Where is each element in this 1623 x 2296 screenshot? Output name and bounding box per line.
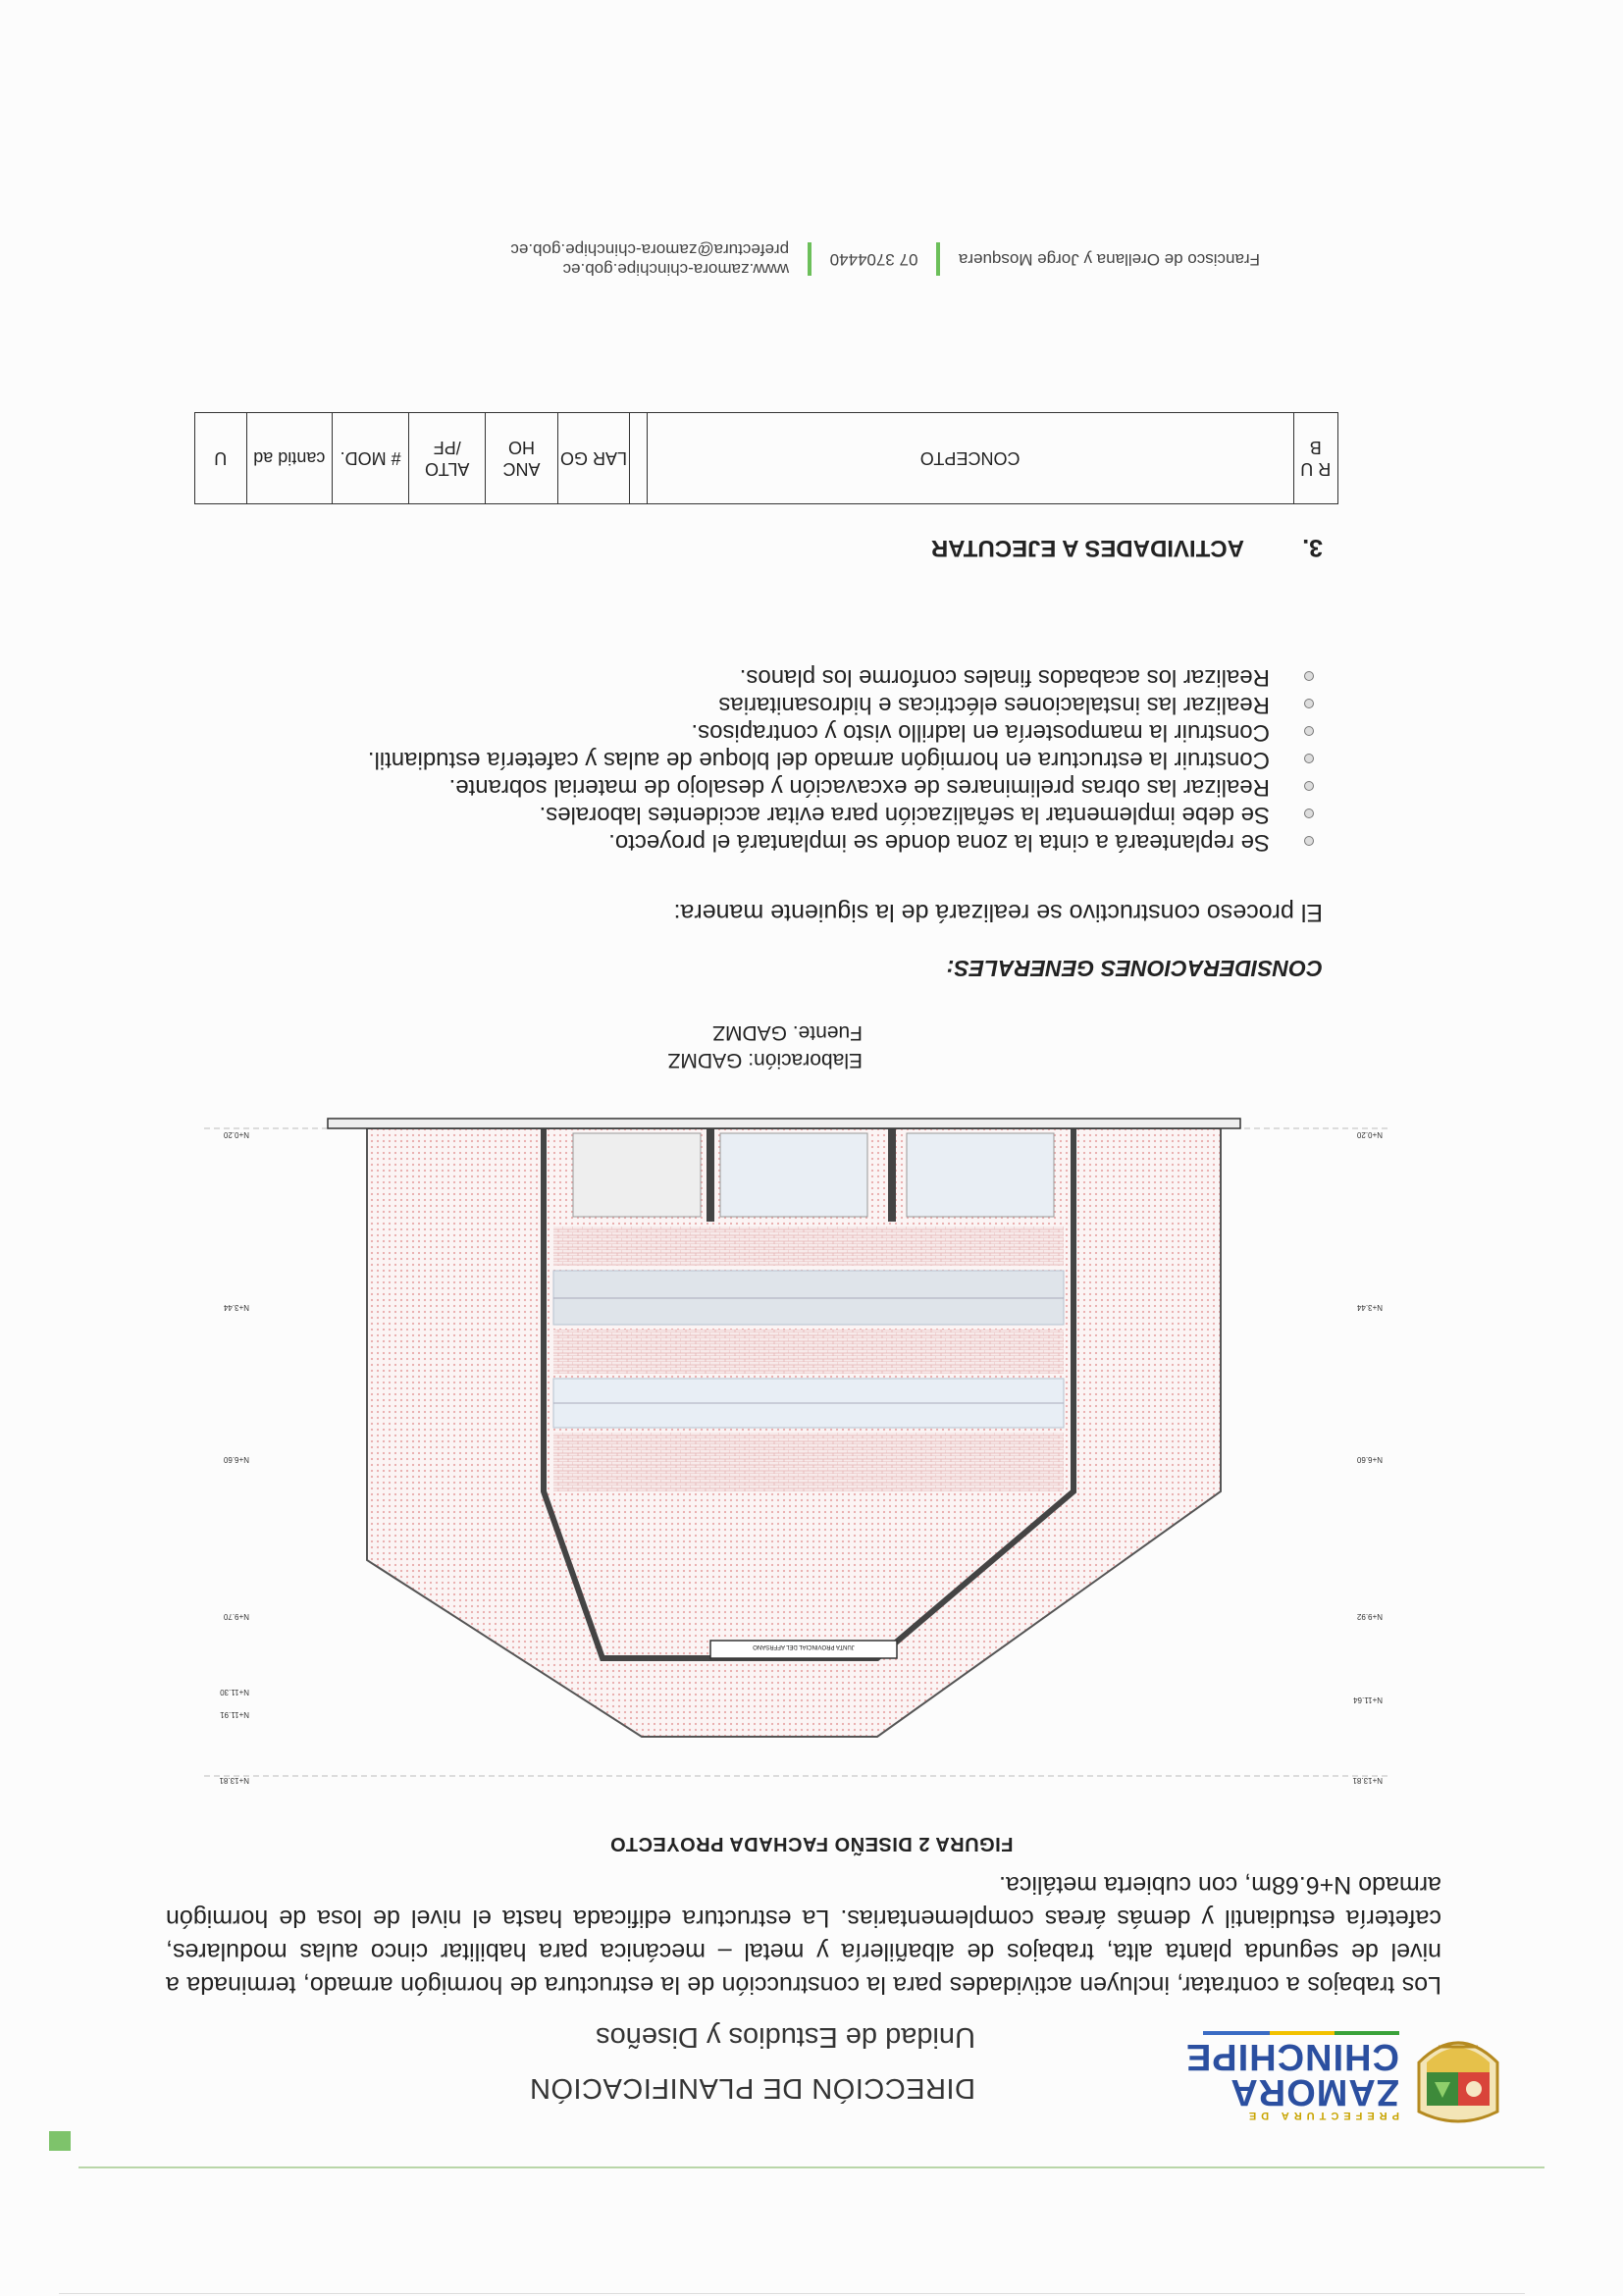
logo-small-text: PREFECTURA DE <box>1243 2110 1399 2121</box>
level-label: N+6.60 <box>223 1455 249 1464</box>
level-label: N+11.30 <box>220 1688 249 1696</box>
list-item: Se replanteará a cinta la zona donde se implantará el proyecto. <box>368 828 1270 856</box>
header-cell-unidad: U <box>195 413 247 504</box>
footer-separator <box>808 242 812 276</box>
header-cell-blank <box>630 413 647 504</box>
logo-line-1: ZAMORA <box>1230 2071 1399 2113</box>
header-cell-ancho: ANC HO <box>486 413 557 504</box>
list-item: Se debe implementar la señalización para evitar accidentes laborales. <box>368 801 1270 828</box>
list-item: Construir la mampostería en ladrillo visto y contrapisos. <box>368 718 1270 746</box>
section-title: CONSIDERACIONES GENERALES: <box>946 956 1323 981</box>
footer-separator <box>936 242 940 276</box>
footer-phone: 07 3704440 <box>829 250 918 269</box>
level-label: N+6.60 <box>1356 1455 1383 1464</box>
table-header-row <box>195 413 1338 504</box>
activities-number: 3. <box>1302 534 1323 561</box>
activities-title: ACTIVIDADES A EJECUTAR <box>930 535 1244 561</box>
prefectura-wordmark <box>1185 2031 1399 2121</box>
level-label: N+3.44 <box>1356 1303 1383 1312</box>
intro-paragraph: Los trabajos a contratar, incluyen actividades para la construcción de la estructura de hormigón armado, terminada a nivel de segunda planta alta, trabajos de albañilería y metal – mecánica para habilitar cinco aulas modulares, cafetería estudiantil y demás áreas complementarias. La estructura edificada hasta el nivel de losa de hormigón armado N+6.68m, con cubierta metálica. <box>166 1871 1441 1999</box>
header-cell-largo: LAR GO <box>557 413 629 504</box>
header-cell-rub: R U B <box>1293 413 1337 504</box>
footer-address: Francisco de Orellana y Jorge Mosquera <box>958 250 1260 269</box>
header-cell-cantidad: cantid ad <box>246 413 332 504</box>
footer-website[interactable]: www.zamora-chinchipe.gob.ec <box>562 260 790 279</box>
green-corner-mark <box>49 2131 71 2151</box>
level-label: N+9.92 <box>1356 1612 1383 1621</box>
header-cell-alto: ALTO /PF <box>409 413 486 504</box>
level-labels-right <box>219 1130 249 1785</box>
logo-color-bar <box>1203 2031 1399 2035</box>
level-label: N+13.81 <box>219 1776 249 1785</box>
figure-title: FIGURA 2 DISEÑO FACHADA PROYECTO <box>609 1833 1014 1854</box>
footer-contact <box>510 239 789 279</box>
level-label: N+11.64 <box>1353 1696 1383 1704</box>
list-item: Construir la estructura en hormigón armado del bloque de aulas y cafetería estudiantil. <box>367 747 1270 773</box>
level-label: N+0.20 <box>223 1130 249 1139</box>
level-labels-left <box>1352 1130 1383 1785</box>
list-item: Realizar las instalaciones eléctricas e hidrosanitarias <box>368 691 1270 718</box>
header-cell-mod: # MOD. <box>333 413 409 504</box>
header-title: DIRECCIÓN DE PLANIFICACIÓN <box>529 2072 975 2104</box>
header-cell-concepto: CONCEPTO <box>647 413 1293 504</box>
level-label: N+3.44 <box>223 1303 249 1312</box>
page-footer <box>510 239 1260 279</box>
top-border <box>59 2293 1525 2294</box>
facade-drawing <box>200 1079 1387 1815</box>
prefectura-shield-logo <box>1409 2023 1507 2131</box>
level-label: N+0.20 <box>1356 1130 1383 1139</box>
list-item: Realizar los acabados finales conforme los planos. <box>368 663 1270 691</box>
level-label: N+9.70 <box>223 1612 249 1621</box>
level-label: N+13.81 <box>1352 1776 1383 1785</box>
level-label: N+11.91 <box>220 1710 249 1719</box>
building-sign: JUNTA PROVINCIAL DEL AFFRSANO <box>753 1644 855 1649</box>
logo-line-2: CHINCHIPE <box>1184 2036 1399 2077</box>
header-green-rule <box>79 2166 1544 2168</box>
process-intro: El proceso constructivo se realizará de la siguiente manera: <box>673 899 1323 926</box>
list-item: Realizar las obras preliminares de excavación y desalojo de material sobrante. <box>368 773 1270 801</box>
process-bullet-list <box>368 663 1270 856</box>
credit-fuente: Fuente. GADMZ <box>712 1021 863 1044</box>
activities-table <box>194 412 1338 504</box>
header-subtitle: Unidad de Estudios y Diseños <box>596 2021 975 2053</box>
footer-email[interactable]: prefectura@zamora-chinchipe.gob.ec <box>510 240 790 259</box>
credit-elaboracion: Elaboración: GADMZ <box>667 1049 863 1071</box>
